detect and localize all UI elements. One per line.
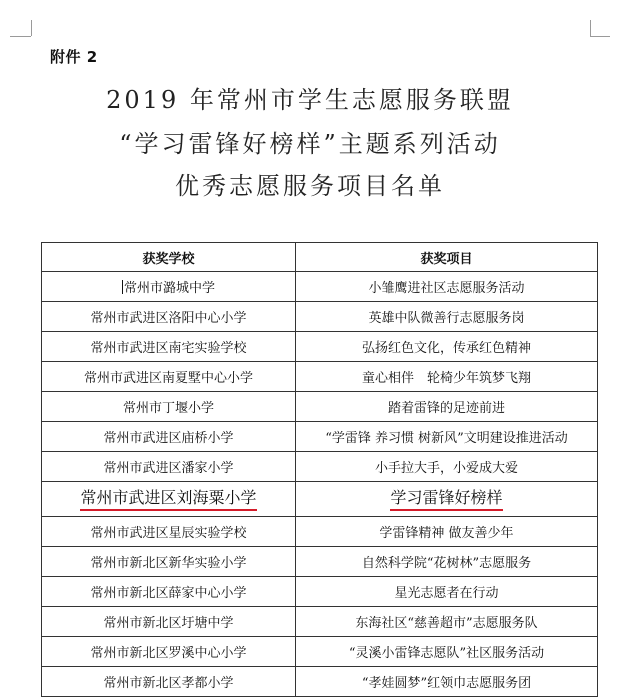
school-cell[interactable]: 常州市新北区新华实验小学 bbox=[42, 547, 296, 577]
school-cell[interactable] bbox=[42, 272, 296, 302]
school-cell[interactable]: 常州市武进区星辰实验学校 bbox=[42, 517, 296, 547]
project-cell[interactable]: “灵溪小雷锋志愿队”社区服务活动 bbox=[296, 637, 598, 667]
table-row bbox=[42, 452, 598, 482]
table-row bbox=[42, 302, 598, 332]
project-cell[interactable]: 小手拉大手，小爱成大爱 bbox=[296, 452, 598, 482]
school-cell[interactable]: 常州市新北区薛家中心小学 bbox=[42, 577, 296, 607]
table-row bbox=[42, 577, 598, 607]
table-row bbox=[42, 392, 598, 422]
project-cell[interactable]: 童心相伴 轮椅少年筑梦飞翔 bbox=[296, 362, 598, 392]
project-cell[interactable]: 星光志愿者在行动 bbox=[296, 577, 598, 607]
table-header-row bbox=[42, 243, 598, 272]
project-cell[interactable]: “孝娃圆梦”红领巾志愿服务团 bbox=[296, 667, 598, 697]
crop-mark-left bbox=[31, 20, 32, 36]
project-cell[interactable]: 弘扬红色文化，传承红色精神 bbox=[296, 332, 598, 362]
document-title-line-3: 优秀志愿服务项目名单 bbox=[175, 172, 445, 200]
project-cell[interactable] bbox=[296, 482, 598, 517]
attachment-label: 附件 2 bbox=[50, 48, 98, 66]
document-title-line-1: 2019 年常州市学生志愿服务联盟 bbox=[106, 86, 514, 114]
project-cell[interactable]: 小雏鹰进社区志愿服务活动 bbox=[296, 272, 598, 302]
header-project: 获奖项目 bbox=[296, 243, 598, 272]
school-cell[interactable]: 常州市新北区罗溪中心小学 bbox=[42, 637, 296, 667]
project-cell[interactable]: 踏着雷锋的足迹前进 bbox=[296, 392, 598, 422]
table-row bbox=[42, 517, 598, 547]
school-cell[interactable]: 常州市武进区洛阳中心小学 bbox=[42, 302, 296, 332]
crop-mark-right bbox=[590, 20, 591, 36]
school-cell[interactable]: 常州市丁堰小学 bbox=[42, 392, 296, 422]
project-cell[interactable]: 自然科学院“花树林”志愿服务 bbox=[296, 547, 598, 577]
school-cell[interactable]: 常州市武进区南宅实验学校 bbox=[42, 332, 296, 362]
table-row bbox=[42, 422, 598, 452]
table-row bbox=[42, 332, 598, 362]
school-cell[interactable] bbox=[42, 482, 296, 517]
table-row bbox=[42, 607, 598, 637]
school-cell[interactable]: 常州市武进区庙桥小学 bbox=[42, 422, 296, 452]
school-cell[interactable]: 常州市武进区南夏墅中心小学 bbox=[42, 362, 296, 392]
text-cursor bbox=[122, 280, 123, 294]
project-cell[interactable]: 英雄中队微善行志愿服务岗 bbox=[296, 302, 598, 332]
table-row bbox=[42, 637, 598, 667]
document-title-line-2: “学习雷锋好榜样”主题系列活动 bbox=[119, 130, 501, 158]
awards-table bbox=[41, 242, 598, 697]
table-row bbox=[42, 547, 598, 577]
project-cell[interactable]: 学雷锋精神 做友善少年 bbox=[296, 517, 598, 547]
header-school: 获奖学校 bbox=[42, 243, 296, 272]
table-row bbox=[42, 362, 598, 392]
school-cell[interactable]: 常州市武进区潘家小学 bbox=[42, 452, 296, 482]
crop-mark-right bbox=[590, 36, 610, 37]
school-cell[interactable]: 常州市新北区孝都小学 bbox=[42, 667, 296, 697]
crop-mark-left bbox=[10, 36, 31, 37]
school-name: 常州市潞城中学 bbox=[123, 281, 215, 296]
highlighted-project: 学习雷锋好榜样 bbox=[390, 488, 502, 511]
table-row bbox=[42, 667, 598, 697]
table-row bbox=[42, 272, 598, 302]
project-cell[interactable]: 东海社区“慈善超市”志愿服务队 bbox=[296, 607, 598, 637]
highlighted-school: 常州市武进区刘海粟小学 bbox=[80, 488, 256, 511]
project-cell[interactable]: “学雷锋 养习惯 树新风”文明建设推进活动 bbox=[296, 422, 598, 452]
school-cell[interactable]: 常州市新北区圩塘中学 bbox=[42, 607, 296, 637]
table-row-highlighted bbox=[42, 482, 598, 517]
